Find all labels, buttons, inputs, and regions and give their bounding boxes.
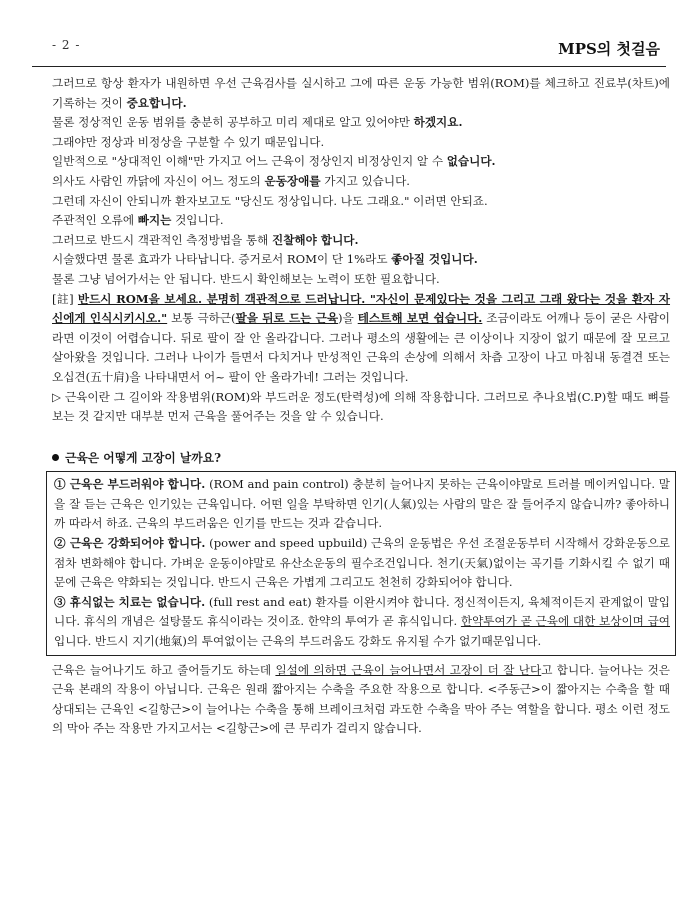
underlined-emphasis: 반드시 ROM을 보세요. 분명히 객관적으로 드러납니다. "자신이 문제있다는 것을 그리고 그래 왔다는 것을 환자 자신에게 인식시키시오." xyxy=(52,291,671,326)
text-span: 근육은 늘어나기도 하고 줄어들기도 하는데 xyxy=(52,662,276,677)
principle-title: ① 근육은 부드러워야 합니다. xyxy=(54,477,206,492)
text-span: 그러므로 항상 환자가 내원하면 우선 근육검사를 실시하고 그에 따른 운동 가능한 범위(ROM)를 체크하고 진료부(차트)에 기록하는 것이 xyxy=(52,76,670,110)
paragraph-closing xyxy=(52,661,670,739)
paragraph-muscle-definition: ▷ 근육이란 그 길이와 작용범위(ROM)와 부드러운 정도(탄력성)에 의해 작용합니다. 그러므로 추나요법(C.P)할 때도 뼈를 보는 것 같지만 대부분 먼저 근육을 풀어주는 것을 알 수 있습니다. xyxy=(52,389,670,424)
section-title: 근육은 어떻게 고장이 날까요? xyxy=(65,450,221,465)
text-span: )을 xyxy=(338,311,358,326)
principle-item-soft xyxy=(54,475,670,534)
paragraph-normal-range xyxy=(52,113,670,133)
text-span: 가지고 있습니다. xyxy=(320,173,410,188)
emphasis-text: 운동장애를 xyxy=(264,173,321,188)
paragraph-rom-check xyxy=(52,74,670,113)
text-span: 그러므로 반드시 객관적인 측정방법을 통해 xyxy=(52,232,273,247)
principle-body: (power and speed upbuild) 근육의 운동법은 우선 조절운동부터 시작해서 강화운동으로 점차 변화해야 합니다. 가벼운 운동이야말로 유산소운동의 필수조건입니다. 천기(天氣)없이는 곡기를 기화시킬 수 없기 때문에 근육은 약화되는 것입니다. 반드시 근육은 가볍게 그리고도 천천히 강화되어야 합니다. xyxy=(54,536,670,590)
page-body xyxy=(52,74,670,739)
principle-body: (full rest and eat) 환자를 이완시켜야 합니다. 정신적이든지, 육체적이든지 관계없이 말입니다. 휴식의 개념은 설탕물도 휴식이라는 것이죠. 한약의 투여가 곧 휴식입니다. xyxy=(54,594,671,629)
text-span: 조금이라도 어깨나 등이 굳은 사람이라면 이것이 어렵습니다. 뒤로 팔이 잘 안 올라갑니다. 그러나 평소의 생활에는 큰 이상이나 지장이 없기 때문에 잘 모르고 살아왔을 것입니다. 그러나 나이가 들면서 다치거나 만성적인 근육의 손상에 의해서 차츰 고장이 나고 마침내 동결견 또는 오십견(五十肩)을 나타내면서 어~ 팔이 안 올라가네! 그러는 것입니다. xyxy=(52,311,670,384)
paragraph-doctor-disorder xyxy=(52,172,670,192)
paragraph-distinguish: 그래야만 정상과 비정상을 구분할 수 있기 때문입니다. xyxy=(52,134,325,149)
underlined-text: 한약투여가 곧 근육에 대한 보상이며 급여 xyxy=(460,614,670,629)
text-span: 고 합니다. 늘어나는 것은 근육 본래의 작용이 아닙니다. 근육은 원래 짧아지는 수축을 주요한 작용으로 합니다. <주동근>이 짧아지는 수축을 할 때 상대되는 근육인 <길항근>이 늘어나는 수축을 통해 브레이크처럼 과도한 수축을 막아 주는 역할을 합니다. 평소 이런 정도의 막아 주는 작용만 가지고서는 <길항근>에 큰 무리가 걸리지 않습니다. xyxy=(52,662,670,736)
paragraph-note xyxy=(52,290,670,388)
paragraph-treatment-effect xyxy=(52,250,670,270)
principle-body: (ROM and pain control) 충분히 늘어나지 못하는 근육이야말로 트러블 메이커입니다. 말을 잘 듣는 근육은 인기있는 근육입니다. 어떤 일을 부탁하면 인기(人氣)있는 사람의 말은 잘 들어주지 않습니까? 좋아하니까 따라서 하죠. 근육의 부드러움은 인기를 만드는 것과 같습니다. xyxy=(54,477,670,531)
paragraph-subjective-error xyxy=(52,211,670,231)
principle-title: ③ 휴식없는 치료는 없습니다. xyxy=(54,594,206,609)
emphasis-text: 진찰해야 합니다. xyxy=(272,232,359,247)
paragraph-relative-understanding xyxy=(52,152,670,172)
muscle-principles-box xyxy=(46,471,676,655)
underlined-emphasis: 테스트해 보면 쉽습니다. xyxy=(357,311,483,326)
text-span: 물론 정상적인 운동 범위를 충분히 공부하고 미리 제대로 알고 있어야만 xyxy=(52,115,414,130)
underlined-emphasis: 팔을 뒤로 드는 근육 xyxy=(235,311,339,326)
emphasis-text: 좋아질 것입니다. xyxy=(391,252,478,267)
page-header xyxy=(32,28,666,67)
text-span: 의사도 사람인 까닭에 자신이 어느 정도의 xyxy=(52,173,265,188)
text-span: 일반적으로 "상대적인 이해"만 가지고 어느 근육이 정상인지 비정상인지 알 수 xyxy=(52,154,447,169)
emphasis-text: 중요합니다. xyxy=(126,95,187,110)
text-span: 보통 극하근( xyxy=(167,311,236,326)
emphasis-text: 빠지는 xyxy=(137,213,172,228)
emphasis-text: 하겠지요. xyxy=(413,115,463,130)
principle-body: 입니다. 반드시 지기(地氣)의 투여없이는 근육의 부드러움도 강화도 유지될 수가 없기때문입니다. xyxy=(54,634,542,649)
text-span: 시술했다면 물론 효과가 나타납니다. 증거로서 ROM이 단 1%라도 xyxy=(52,252,392,267)
bullet-icon xyxy=(52,454,59,461)
principle-item-rest xyxy=(54,593,670,652)
paragraph-objective-measure xyxy=(52,231,670,251)
page-number: - 2 - xyxy=(52,38,81,52)
text-span: 것입니다. xyxy=(171,213,224,228)
paragraph-self-normal: 그런데 자신이 안되니까 환자보고도 "당신도 정상입니다. 나도 그래요." 이러면 안되죠. xyxy=(52,193,488,208)
book-title: MPS의 첫걸음 xyxy=(558,40,660,58)
principle-title: ② 근육은 강화되어야 합니다. xyxy=(54,536,206,551)
paragraph-verify: 물론 그냥 넘어가서는 안 됩니다. 반드시 확인해보는 노력이 또한 필요합니다. xyxy=(52,271,440,286)
principle-item-strength xyxy=(54,534,670,593)
note-marker: [註] xyxy=(52,291,78,306)
emphasis-text: 없습니다. xyxy=(446,154,496,169)
underlined-text: 일설에 의하면 근육이 늘어나면서 고장이 더 잘 난다 xyxy=(275,662,542,677)
section-heading xyxy=(52,449,670,469)
text-span: 주관적인 오류에 xyxy=(52,213,138,228)
